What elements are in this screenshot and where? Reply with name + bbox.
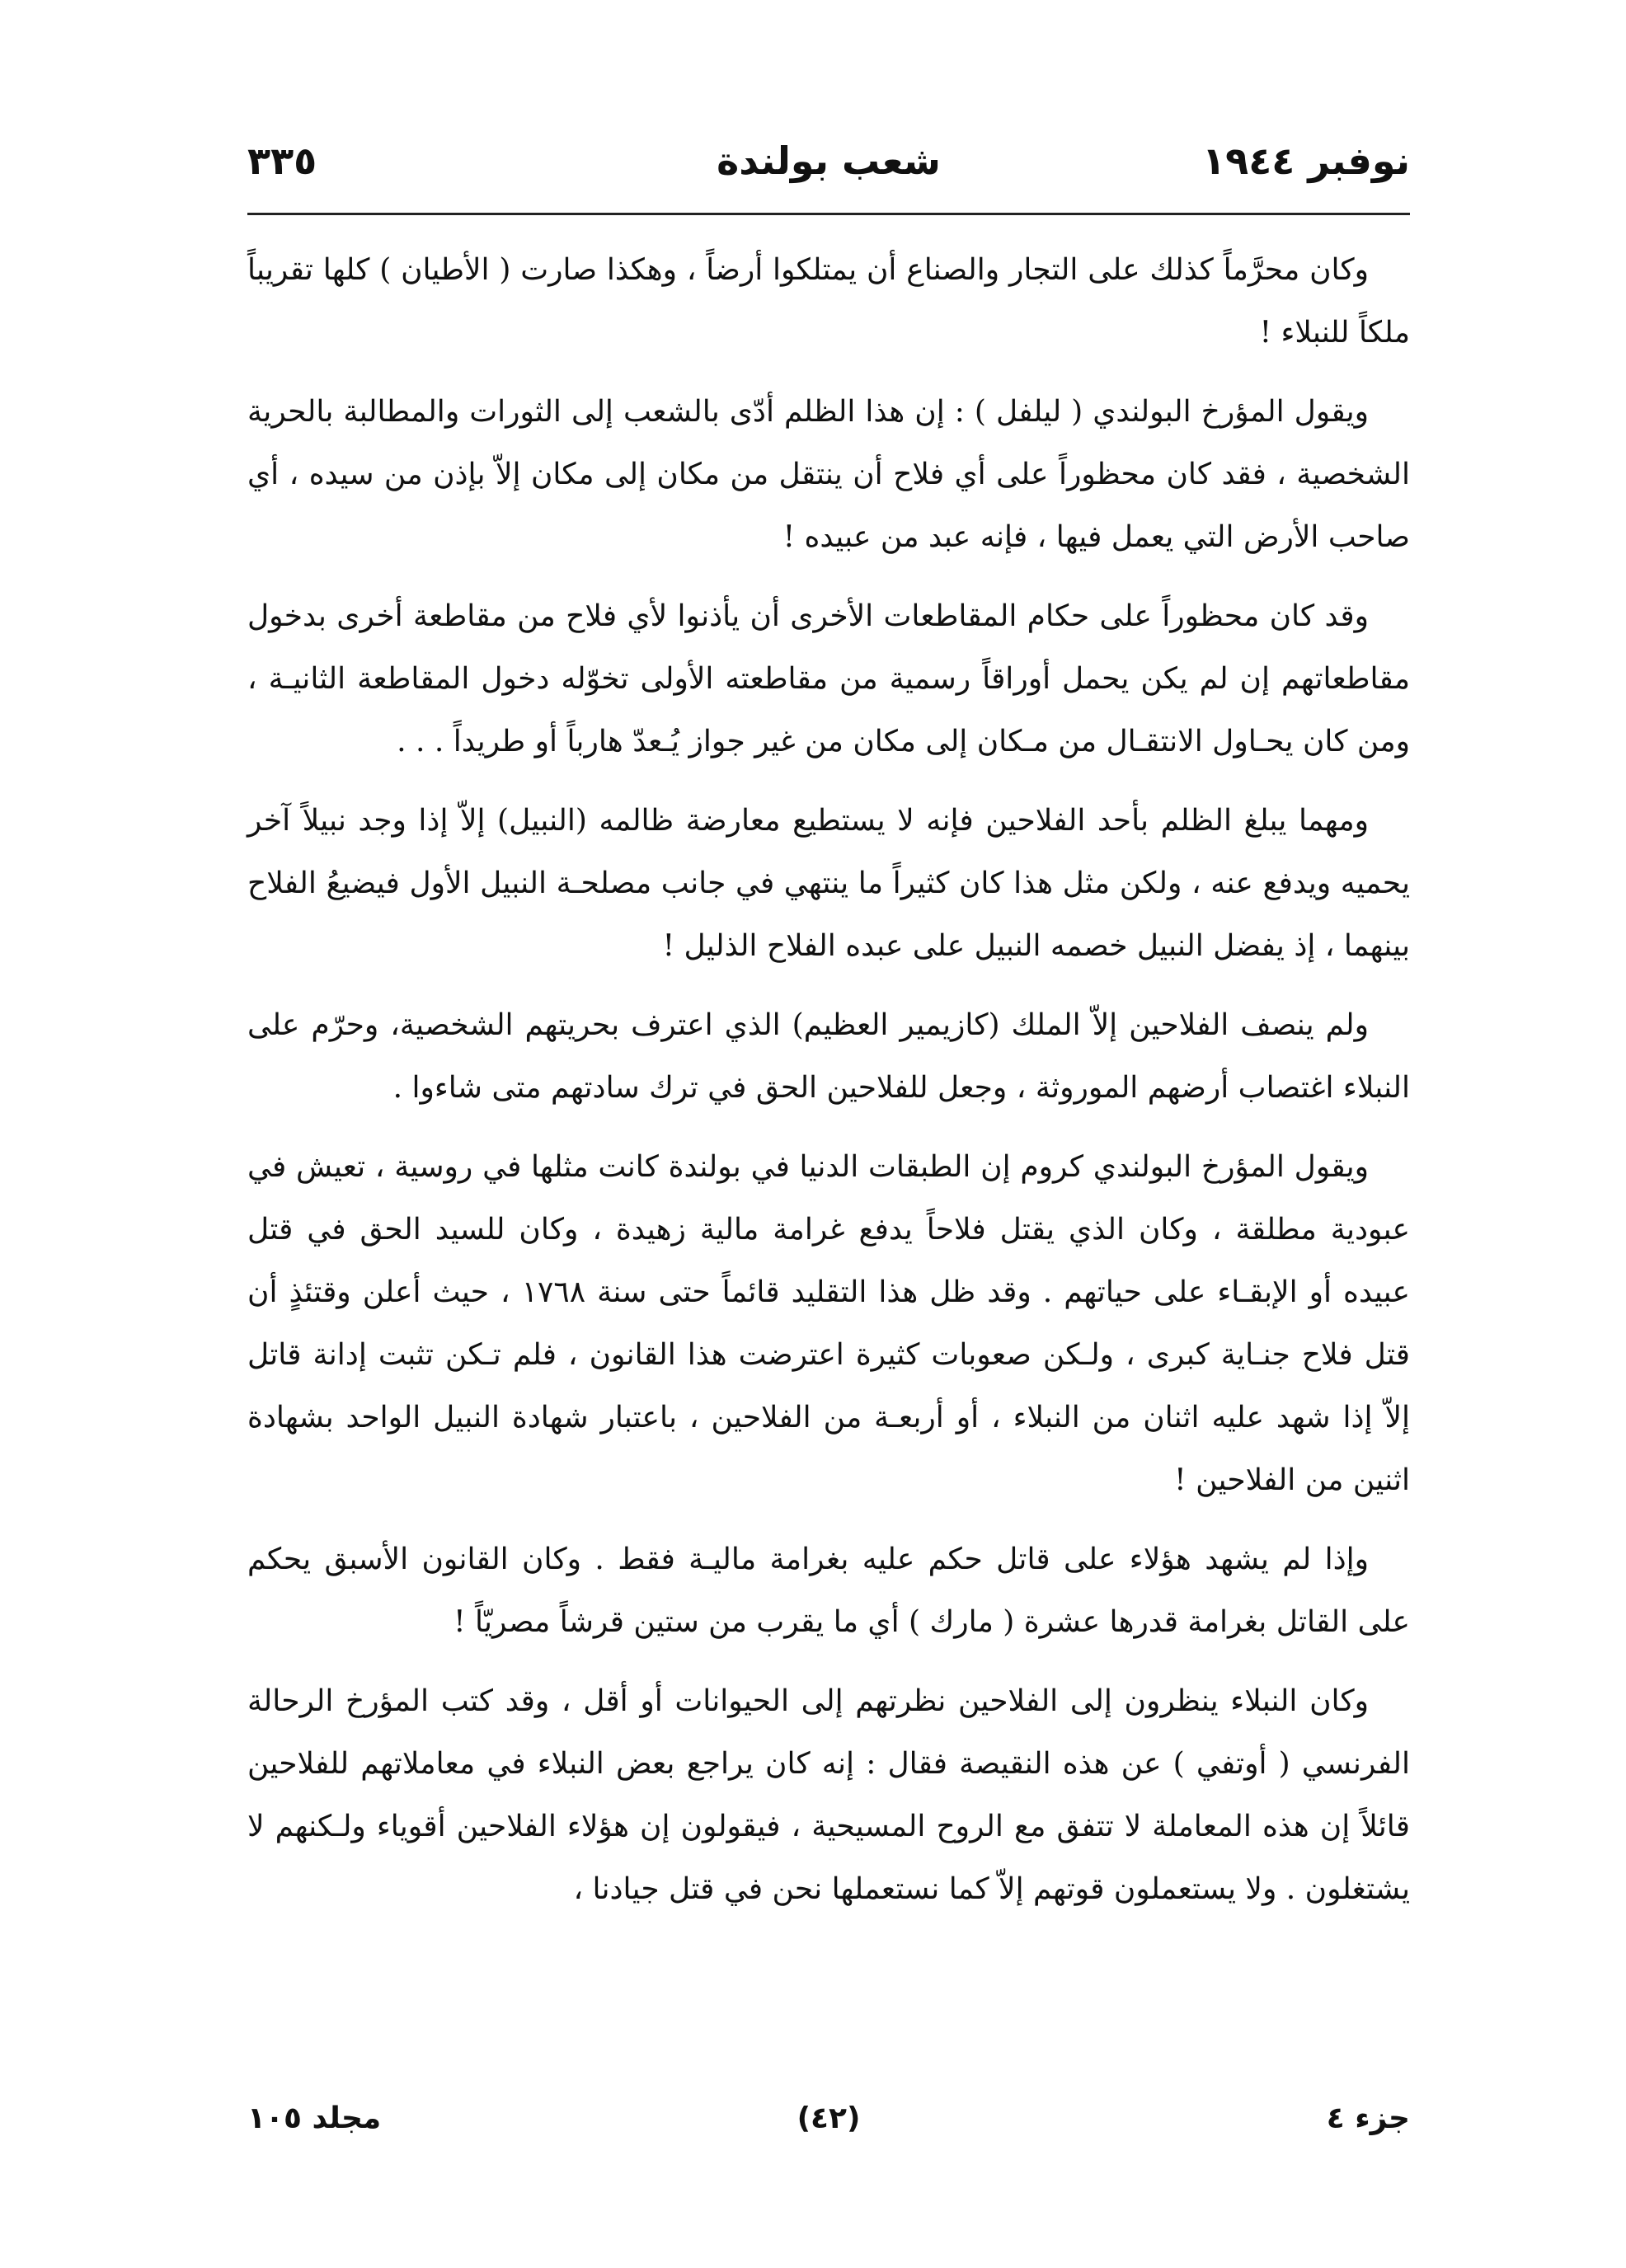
footer-volume: مجلد ١٠٥ [247, 2101, 382, 2135]
paragraph: ومهما يبلغ الظلم بأحد الفلاحين فإنه لا يستطيع معارضة ظالمه (النبيل) إلاّ إذا وجد نبيلاً آخر يحميه ويدفع عنه ، ولكن مثل هذا كان كثيراً ما ينتهي في جانب مصلحـة النبيل الأول فيضيعُ الفلاح بينهما ، إذ يفضل النبيل خصمه النبيل على عبده الفلاح الذليل ! [247, 804, 1410, 963]
page-footer [247, 2090, 1410, 2148]
header-title: شعب بولندة [717, 139, 941, 183]
paragraph: ويقول المؤرخ البولندي كروم إن الطبقات الدنيا في بولندة كانت مثلها في روسية ، تعيش في عبودية مطلقة ، وكان الذي يقتل فلاحاً يدفع غرامة مالية زهيدة ، وكان للسيد الحق في قتل عبيده أو الإبقـاء على حياتهم . وقد ظل هذا التقليد قائماً حتى سنة ١٧٦٨ ، حيث أعلن وقتئذٍ أن قتل فلاح جنـاية كبرى ، ولـكن صعوبات كثيرة اعترضت هذا القانون ، فلم تـكن تثبت إدانة قاتل إلاّ إذا شهد عليه اثنان من النبلاء ، أو أربعـة من الفلاحين ، باعتبار شهادة النبيل الواحد بشهادة اثنين من الفلاحين ! [247, 1150, 1410, 1497]
header-page-number: ٣٣٥ [247, 139, 317, 183]
paragraph: وقد كان محظوراً على حكام المقاطعات الأخرى أن يأذنوا لأي فلاح من مقاطعة أخرى بدخول مقاطعاتهم إن لم يكن يحمل أوراقاً رسمية من مقاطعته الأولى تخوّله دخول المقاطعة الثانيـة ، ومن كان يحـاول الانتقـال من مـكان إلى مكان من غير جواز يُـعدّ هارباً أو طريداً . . . [247, 599, 1410, 758]
footer-issue-number: (٤٢) [797, 2101, 861, 2135]
paragraph: ولم ينصف الفلاحين إلاّ الملك (كازيمير العظيم) الذي اعترف بحريتهم الشخصية، وحرّم على النبلاء اغتصاب أرضهم الموروثة ، وجعل للفلاحين الحق في ترك سادتهم متى شاءوا . [247, 1008, 1410, 1105]
article-body [247, 239, 1410, 1937]
paragraph: وإذا لم يشهد هؤلاء على قاتل حكم عليه بغرامة ماليـة فقط . وكان القانون الأسبق يحكم على القاتل بغرامة قدرها عشرة ( مارك ) أي ما يقرب من ستين قرشاً مصريّاً ! [247, 1543, 1410, 1639]
header-date: نوفبر ١٩٤٤ [1202, 139, 1410, 183]
header-divider [247, 213, 1410, 215]
paragraph: ويقول المؤرخ البولندي ( ليلفل ) : إن هذا الظلم أدّى بالشعب إلى الثورات والمطالبة بالحرية الشخصية ، فقد كان محظوراً على أي فلاح أن ينتقل من مكان إلى مكان إلاّ بإذن من سيده ، أي صاحب الأرض التي يعمل فيها ، فإنه عبد من عبيده ! [247, 395, 1410, 554]
paragraph: وكان محرَّماً كذلك على التجار والصناع أن يمتلكوا أرضاً ، وهكذا صارت ( الأطيان ) كلها تقريباً ملكاً للنبلاء ! [247, 253, 1410, 350]
paragraph: وكان النبلاء ينظرون إلى الفلاحين نظرتهم إلى الحيوانات أو أقل ، وقد كتب المؤرخ الرحالة الفرنسي ( أوتفي ) عن هذه النقيصة فقال : إنه كان يراجع بعض النبلاء في معاملاتهم للفلاحين قائلاً إن هذه المعاملة لا تتفق مع الروح المسيحية ، فيقولون إن هؤلاء الفلاحين أقوياء ولـكنهم لا يشتغلون . ولا يستعملون قوتهم إلاّ كما نستعملها نحن في قتل جيادنا ، [247, 1684, 1410, 1906]
footer-part: جزء ٤ [1326, 2101, 1410, 2135]
running-header [247, 128, 1410, 194]
